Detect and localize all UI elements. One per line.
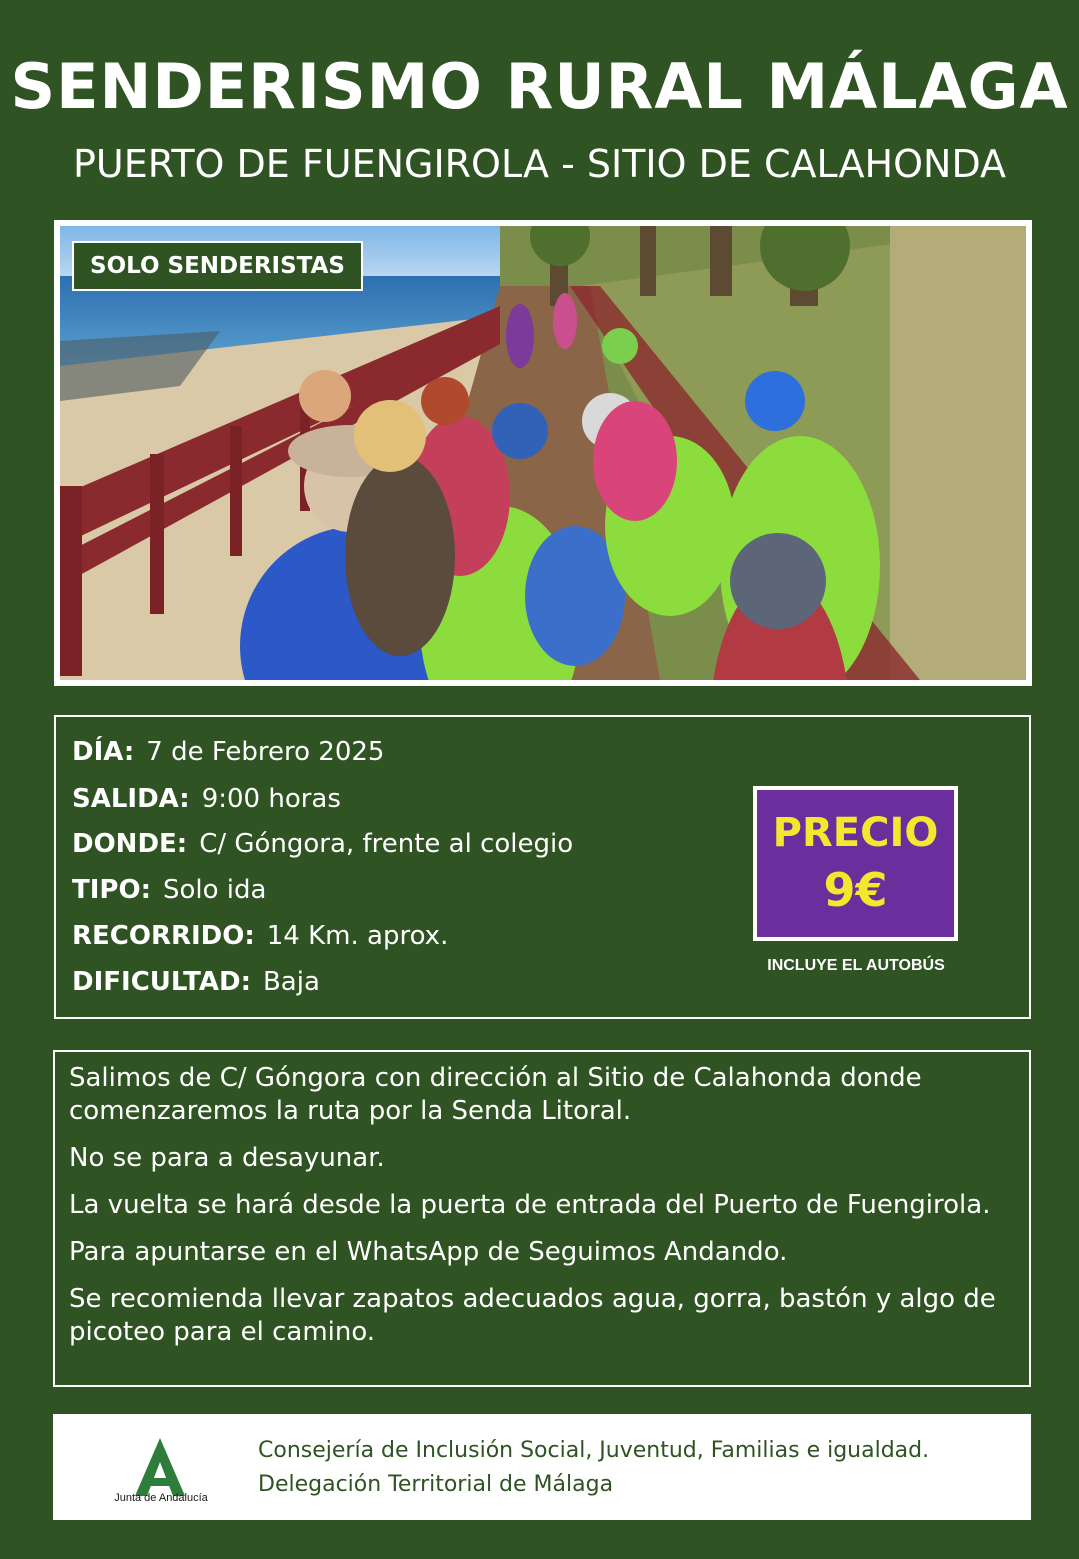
description-box [53, 1050, 1031, 1387]
detail-day [72, 737, 384, 767]
description-paragraph: Se recomienda llevar zapatos adecuados agua, gorra, bastón y algo de picoteo para el camino. [69, 1284, 996, 1347]
poster-title: SENDERISMO RURAL MÁLAGA [10, 50, 1069, 123]
description-paragraph: Para apuntarse en el WhatsApp de Seguimos Andando. [69, 1237, 788, 1267]
event-details-box [54, 715, 1031, 1019]
detail-departure [72, 784, 341, 814]
detail-departure-label: SALIDA: [72, 784, 190, 814]
detail-location-value: C/ Góngora, frente al colegio [199, 829, 574, 859]
detail-location-label: DONDE: [72, 829, 188, 859]
footer [53, 1414, 1031, 1520]
description-paragraph: La vuelta se hará desde la puerta de entrada del Puerto de Fuengirola. [69, 1190, 991, 1220]
hikers-only-tag: SOLO SENDERISTAS [72, 241, 363, 291]
detail-type [72, 875, 266, 905]
detail-route-label: RECORRIDO: [72, 921, 255, 951]
price-box [753, 786, 958, 941]
detail-type-value: Solo ida [162, 875, 267, 905]
footer-ministry: Consejería de Inclusión Social, Juventud, Familias e igualdad. [258, 1438, 930, 1463]
detail-departure-value: 9:00 horas [201, 784, 341, 814]
price-note: INCLUYE EL AUTOBÚS [767, 957, 945, 974]
hikers-photo-illustration [60, 226, 1026, 680]
logo-caption: Junta de Andalucía [114, 1492, 208, 1504]
footer-delegation: Delegación Territorial de Málaga [258, 1472, 614, 1497]
detail-type-label: TIPO: [72, 875, 151, 905]
detail-difficulty-label: DIFICULTAD: [72, 967, 251, 997]
detail-route-value: 14 Km. aprox. [266, 921, 449, 951]
detail-day-value: 7 de Febrero 2025 [146, 737, 385, 767]
detail-location [72, 829, 573, 859]
price-label: PRECIO [772, 810, 939, 856]
detail-difficulty [72, 967, 320, 997]
description-paragraph: No se para a desayunar. [69, 1143, 385, 1173]
detail-day-label: DÍA: [72, 737, 135, 767]
detail-route [72, 921, 448, 951]
detail-difficulty-value: Baja [262, 967, 320, 997]
price-value: 9€ [823, 863, 888, 917]
description-paragraph: Salimos de C/ Góngora con dirección al Sitio de Calahonda donde comenzaremos la ruta por la Senda Litoral. [69, 1063, 922, 1126]
poster-subtitle: PUERTO DE FUENGIROLA - SITIO DE CALAHONDA [72, 142, 1007, 186]
